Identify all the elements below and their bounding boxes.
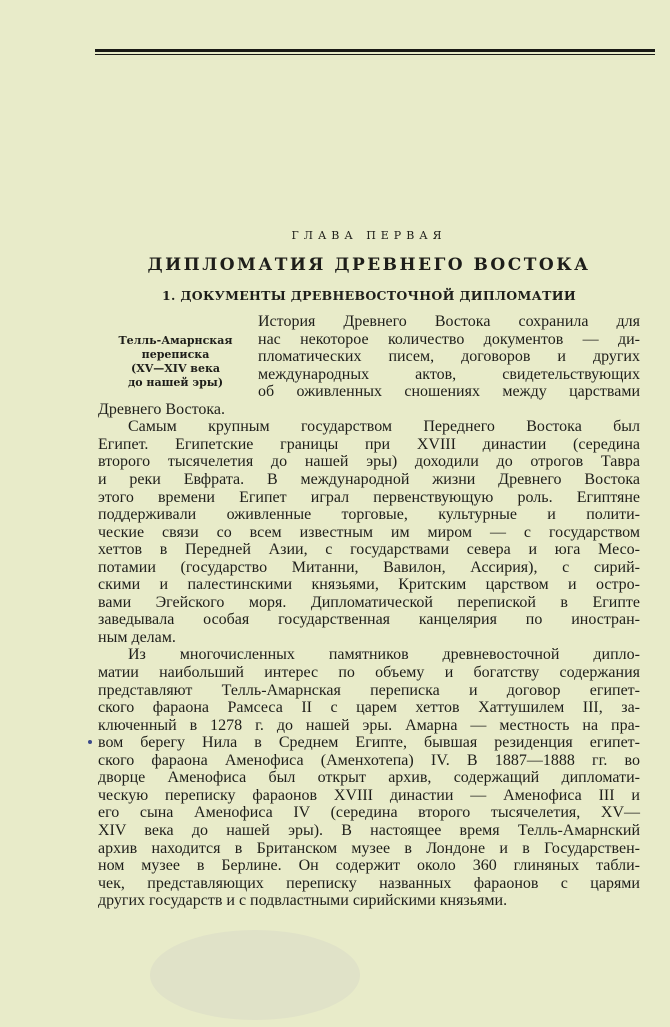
chapter-title: ДИПЛОМАТИЯ ДРЕВНЕГО ВОСТОКА [147, 255, 591, 275]
text-line: пломатических писем, договоров и других [258, 348, 640, 366]
top-rule-thin [95, 54, 655, 55]
text-line: международных актов, свидетельствующих [258, 365, 640, 383]
text-line: вами Эгейского моря. Дипломатической перепиской в Египте [98, 593, 640, 611]
text-line: представляют Телль-Амарнская переписка и договор египет- [98, 681, 640, 699]
top-rule [95, 49, 655, 52]
margin-note-line: Телль-Амарнская [118, 334, 233, 347]
text-line: потамии (государство Митанни, Вавилон, Ассирия), с сирий- [98, 558, 640, 576]
text-line: Древнего Востока. [98, 400, 225, 418]
text-line: поддерживали оживленные торговые, культурные и полити- [98, 506, 640, 524]
text-line: других государств и с подвластными сирийскими князьями. [98, 892, 508, 910]
text-line: его сына Аменофиса IV (середина второго тысячелетия, XV— [98, 804, 640, 822]
faded-stamp [150, 930, 360, 1020]
text-line: ческие связи со всем известным им миром — с государством [98, 523, 640, 541]
text-line: второго тысячелетия до нашей эры) доходили до отрогов Тавра [98, 453, 640, 471]
text-line: Из многочисленных памятников древневосточной дипло- [128, 646, 640, 664]
margin-note-line: до нашей эры) [127, 376, 224, 389]
text-line: дворце Аменофиса был открыт архив, содержащий дипломати- [98, 769, 640, 787]
text-line: История Древнего Востока сохранила для [258, 313, 640, 330]
text-line: ном музее в Берлине. Он содержит около 360 глиняных табли- [98, 857, 640, 875]
text-line: архив находится в Британском музее в Лондоне и в Государствен- [98, 839, 640, 857]
margin-note [98, 334, 253, 390]
chapter-label: ГЛАВА ПЕРВАЯ [291, 229, 447, 242]
text-line: нас некоторое количество документов — ди- [258, 330, 640, 348]
text-line: Самым крупным государством Переднего Востока был [128, 418, 640, 436]
text-line: хеттов в Передней Азии, с государствами севера и юга Месо- [98, 541, 640, 559]
ink-mark [88, 740, 92, 744]
text-line: ческую переписку фараонов XVIII династии — Аменофиса III и [98, 786, 640, 804]
text-line: заведывала особая государственная канцелярия по иностран- [98, 611, 640, 629]
text-line: ского фараона Рамсеса II с царем хеттов Хаттушилем III, за- [98, 699, 640, 717]
text-line: ным делам. [98, 628, 176, 646]
margin-note-line: переписка [141, 348, 210, 361]
text-line: ского фараона Аменофиса (Аменхотепа) IV. В 1887—1888 гг. во [98, 751, 640, 769]
text-line: скими и палестинскими князьями, Критским царством и остро- [98, 576, 640, 594]
text-line: об оживленных сношениях между царствами [258, 383, 640, 401]
text-line: и реки Евфрата. В международной жизни Древнего Востока [98, 470, 640, 488]
text-line: ключенный в 1278 г. до нашей эры. Амарна — местность на пра- [98, 716, 640, 734]
text-line: матии наибольший интерес по объему и богатству содержания [98, 664, 640, 681]
text-line: XIV века до нашей эры). В настоящее время Телль-Амарнский [98, 821, 640, 839]
text-line: чек, представляющих переписку названных фараонов с царями [98, 874, 640, 892]
section-title: 1. ДОКУМЕНТЫ ДРЕВНЕВОСТОЧНОЙ ДИПЛОМАТИИ [162, 288, 576, 303]
text-line: вом берегу Нила в Среднем Египте, бывшая резиденция египет- [98, 734, 640, 752]
margin-note-line: (XV—XIV века [130, 362, 221, 375]
text-line: этого времени Египет играл первенствующую роль. Египтяне [98, 488, 640, 506]
text-line: Египет. Египетские границы при XVIII династии (середина [98, 435, 640, 453]
